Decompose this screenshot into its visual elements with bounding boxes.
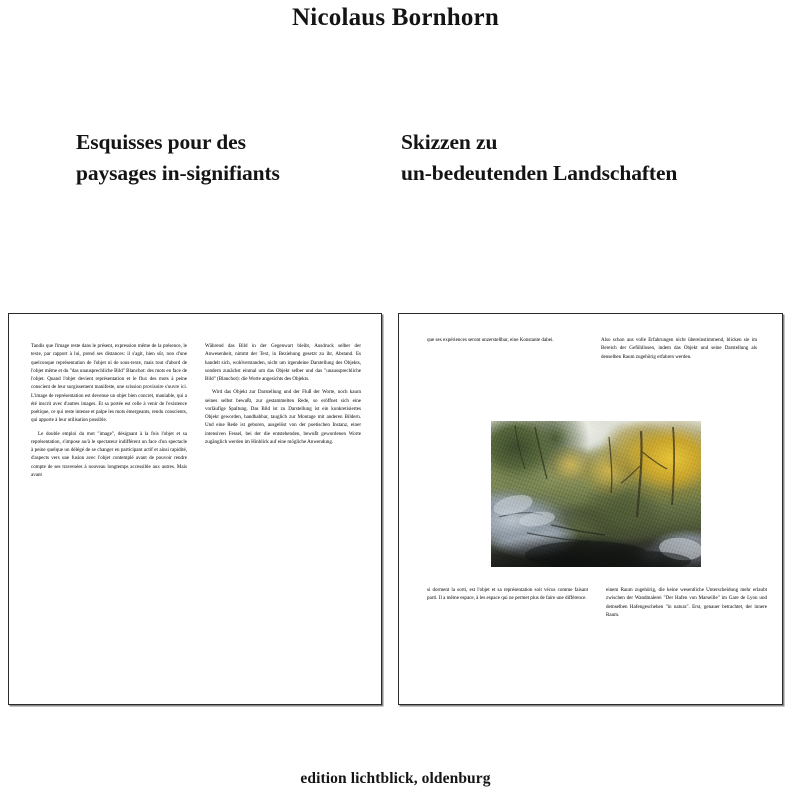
paragraph: Also schon aus volle Erfahrungen nicht übereinstimmend, blicken sie im Bereich der Gefühllosen, indem das Objekt und seine Darstellung als denselben Raum zugehörig erfahren werden.: [601, 337, 757, 360]
book-spread-preview: [8, 313, 783, 707]
left-page-column-german: [205, 342, 361, 479]
right-page-columns-bottom: [427, 586, 767, 619]
title-german-line-1: Skizzen zu: [401, 130, 498, 154]
publisher-imprint: edition lichtblick, oldenburg: [300, 770, 491, 787]
paragraph: que ses expériences seront unzerstellbar, eine Konstante dabei.: [427, 337, 554, 343]
photograph-tree-detail: [491, 421, 701, 567]
left-page-column-french: [31, 342, 187, 479]
landscape-photograph: [491, 421, 701, 567]
paragraph: si dorment la sorti, est l'objet et sa représentation soit vécus comme faisant parti. Il a même espace, à les espace qui ne permet plus de faire une différence.: [427, 587, 588, 602]
right-page-column-french-bottom: [427, 586, 588, 619]
book-page-right: [398, 313, 783, 705]
right-page-columns-top: [427, 336, 757, 361]
title-french-line-1: Esquisses pour des: [76, 130, 246, 154]
paragraph: Le double emploi du mot "image", désignant à la fois l'objet et sa représentation, s'impose au/à le spectateur indifférent un face d'un spectacle à peine quelque un délégé de se changer en participant actif et ainsi rapidité, d'aspects vers une fusion avec l'objet contemplé avant de pouvoir rendre compte de ses traversées à nouveau longtemps accessible aux autres. Mais avant: [31, 430, 187, 478]
author-name: Nicolaus Bornhorn: [292, 4, 499, 31]
photograph-image: [491, 421, 701, 567]
title-german: [401, 127, 761, 188]
title-french: [76, 127, 376, 188]
right-page-column-french-top: [427, 336, 583, 361]
paragraph: Wird das Objekt zur Darstellung und der Fluß der Worte, noch kaum seines selbst bewußt, zur gestammelten Rede, so eröffnet sich eine vorläufige Spaltung. Das Bild ist zu Darstellung ist ein konkretisiertes Objekt geworden, handhabbar, tauglich zur Montage mit anderen Bildern. Und eine Rede ist geboren, ausgelöst von der poetischen Instanz, einer intensiven Fessel, bei der die entstehenden, bewußt gewordenen Worte zugänglich werden im Hinblick auf eine mögliche Anwendung.: [205, 389, 361, 445]
right-page-column-german-bottom: [606, 586, 767, 619]
left-page-columns: [31, 342, 361, 479]
title-french-line-2: paysages in-signifiants: [76, 160, 280, 185]
paragraph: Während das Bild in der Gegenwart bleibt, Ausdruck selber der Anwesenheit, nimmt der Text, in Beziehung gesetzt zu ihr, Abstand. Es handelt sich, wohlverstanden, nicht um irgendeine Darstellung des Objekts, sondern zunächst einmal um das Objekt selber und das "unaussprechliche Bild" (Blanchot): die Worte angesichts des Objekts.: [205, 343, 361, 383]
book-page-left: [8, 313, 382, 705]
title-german-line-2: un-bedeutenden Landschaften: [401, 160, 678, 185]
right-page-column-german-top: [601, 336, 757, 361]
paragraph: Tandis que l'image reste dans le présent, expression même de la présence, le texte, par rapport à lui, prend ses distances: il s'agit, bien sûr, non d'une quelconque représentation de l'objet ni de sous-texte, mais tout d'abord de l'objet même et du "das unausprechliche Bild" Blanchot: des mots en face de l'objet. Quand l'objet devient représentation et le flux des mots à peine conscient de leur surgissement manifeste, une scission provisoire s'ouvre ici. L'image de représentation est devenue un objet bien concret, maniable, qui a été inscrit avec d'autres images. Et sa portée est celle à venir de l'existence poétique, ce qui reste intense et palpe les mots émergeants, rendu conscients, qui apporte à leur utilisation possible.: [31, 343, 187, 424]
paragraph: einem Raum zugehörig, die keine wesentliche Unterscheidung mehr erlaubt zwischen der Wandmalerei "Der Hafen von Marseille" im Gare de Lyon und demselben Hafengeschehen "in natura". Erst, genauer betrachtet, der innere Raum.: [606, 587, 767, 618]
